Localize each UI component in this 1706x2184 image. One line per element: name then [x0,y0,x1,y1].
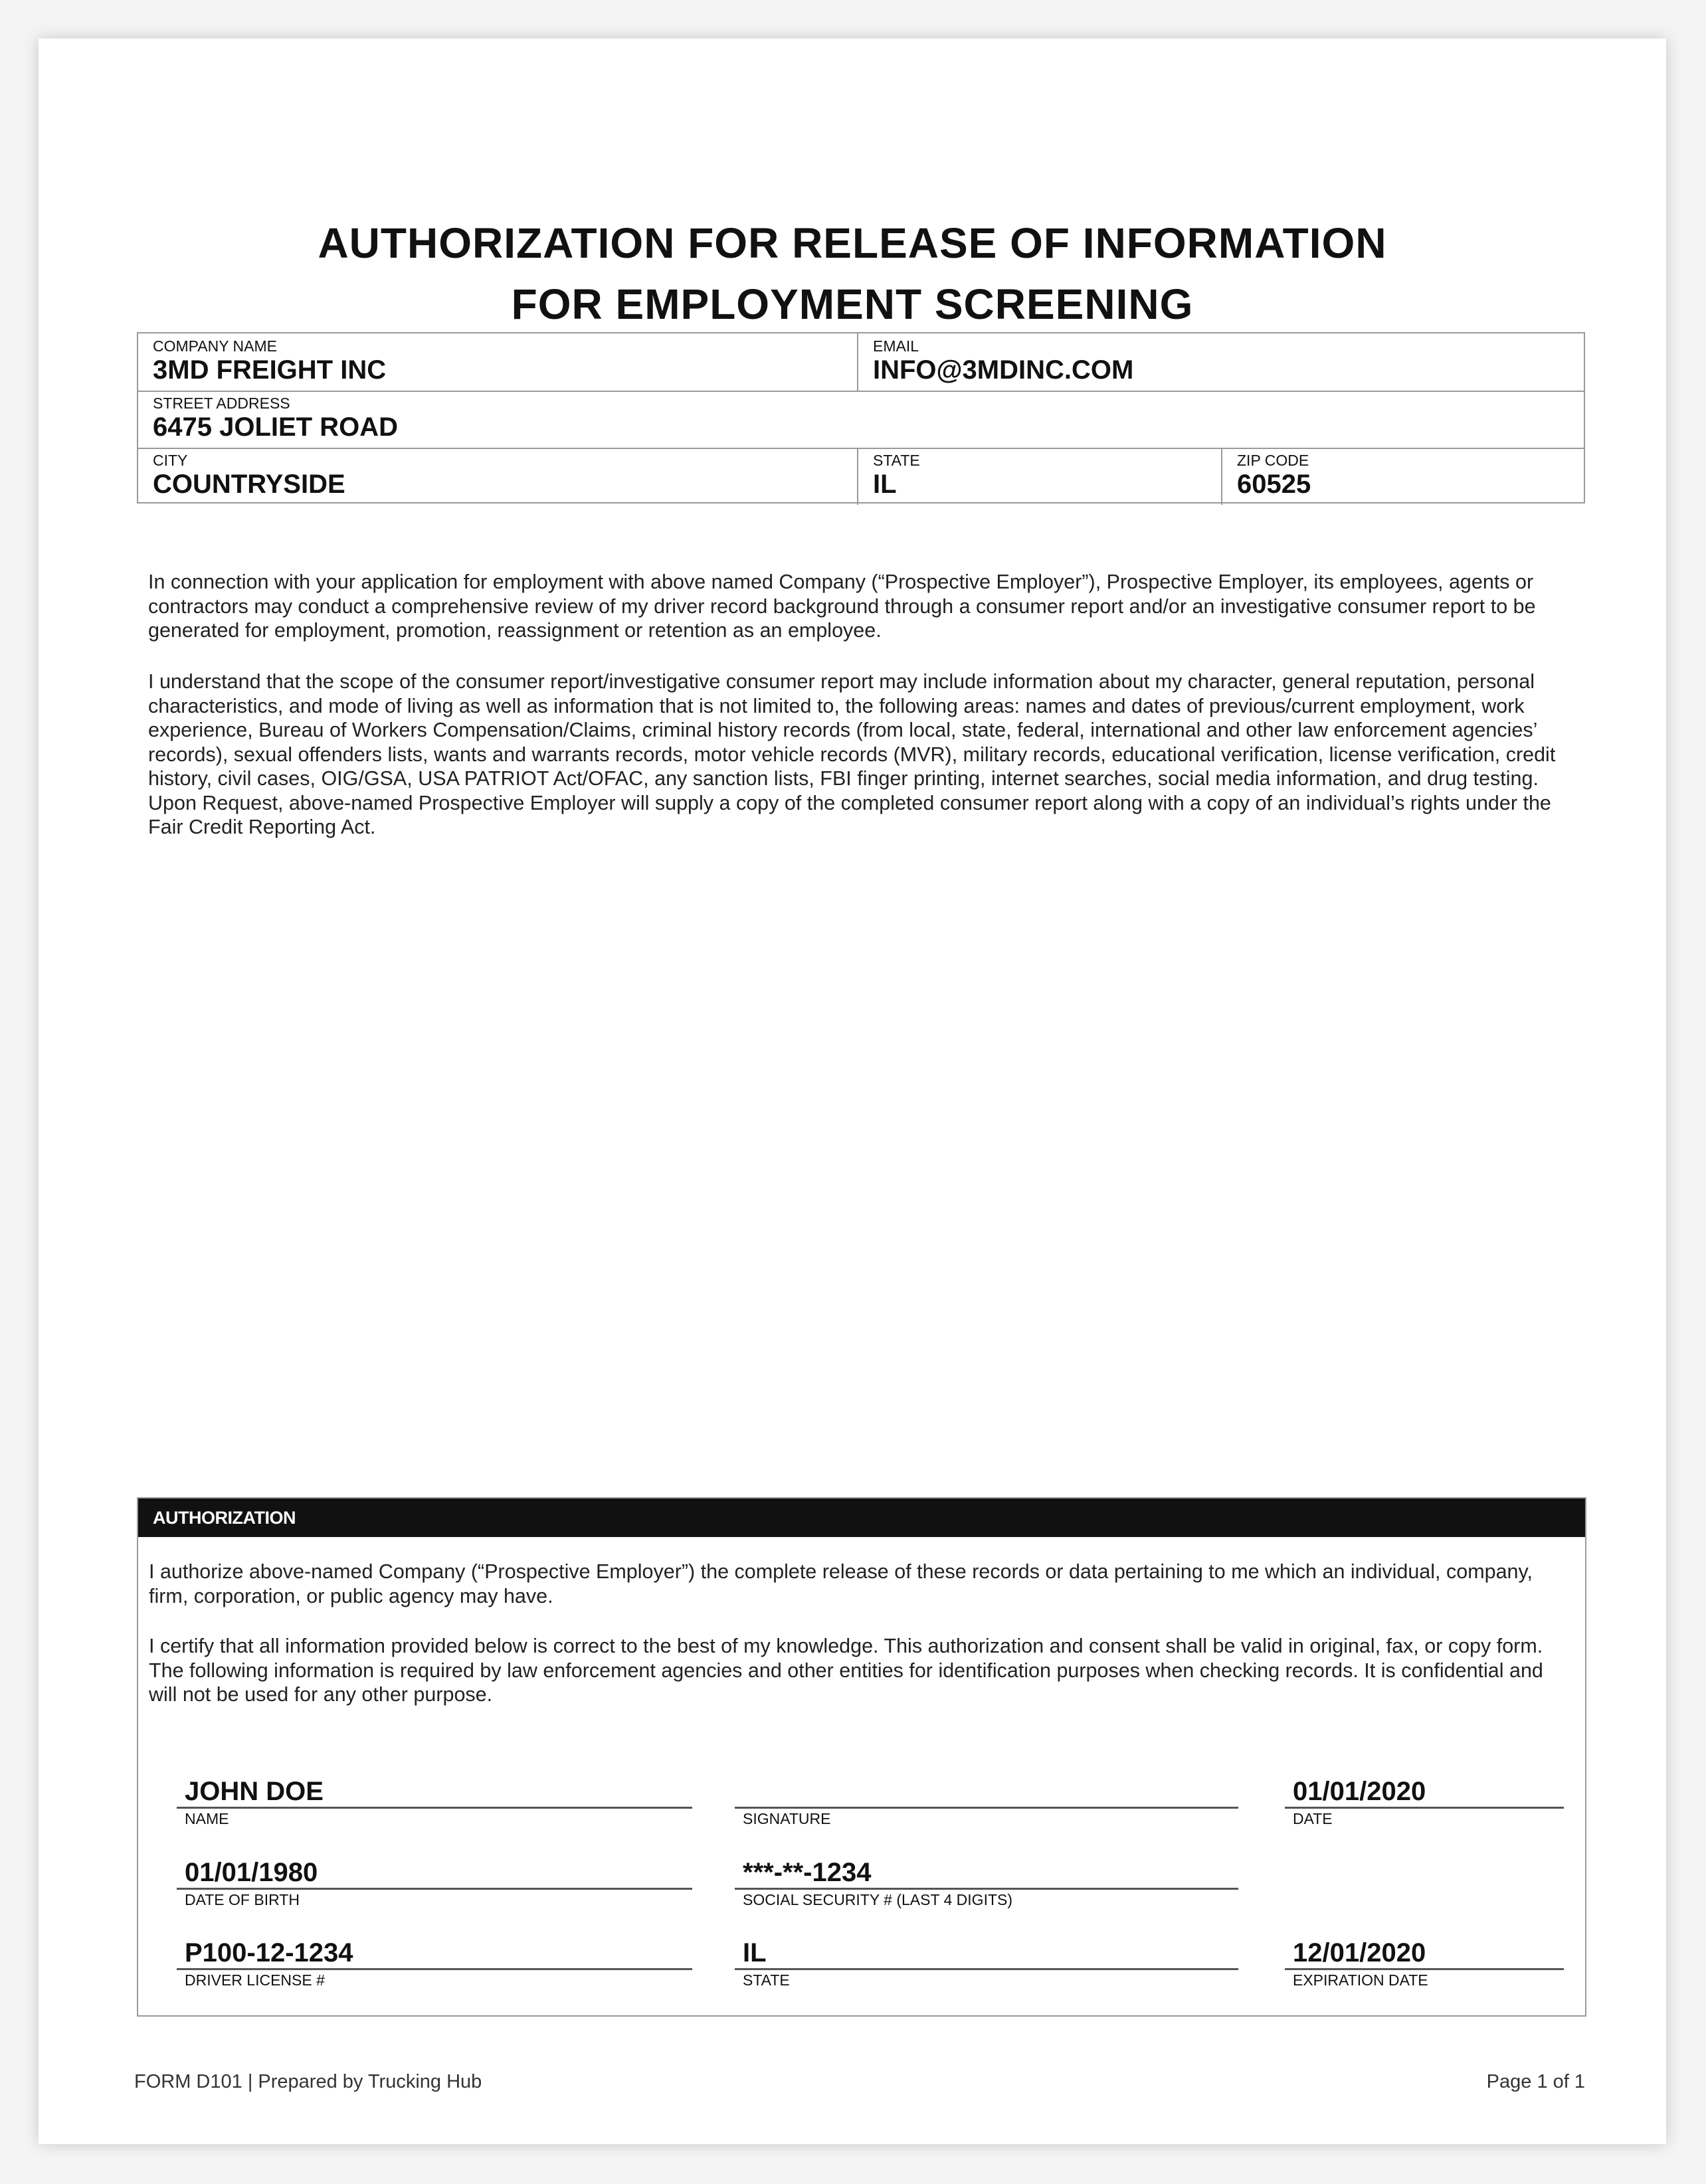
email-label: EMAIL [873,337,919,355]
email-value: INFO@3MDINC.COM [873,355,1134,385]
company-row-3 [138,448,1584,505]
consent-paragraph-1: In connection with your application for employment with above named Company (“Prospective Employer”), Prospective Employer, its employees, agents or contractors may conduct a comprehensive review of my driver record background through a consumer report and/or an investigative consumer report to be generated for employment, promotion, reassignment or retention as an employee. [148,571,1536,642]
company-row-1 [138,333,1584,392]
street-label: STREET ADDRESS [153,395,290,412]
license-state-value: IL [735,1938,1238,1970]
street-cell [138,391,1584,448]
date-field[interactable] [1285,1776,1564,1829]
date-value: 01/01/2020 [1285,1776,1564,1809]
signature-label: SIGNATURE [743,1810,831,1827]
ssn-field[interactable] [735,1857,1238,1910]
dob-label: DATE OF BIRTH [185,1891,300,1908]
authorization-paragraph-2: I certify that all information provided below is correct to the best of my knowledge. This authorization and consent shall be valid in original, fax, or copy form. The following information is required by law enforcement agencies and other entities for identification purposes when checking records. It is confidential and will not be used for any other purpose. [149,1635,1543,1706]
signature-value [735,1776,1238,1809]
name-label: NAME [185,1810,229,1827]
authorization-paragraph-1: I authorize above-named Company (“Prospective Employer”) the complete release of these records or data pertaining to me which an individual, company, firm, corporation, or public agency may have. [149,1560,1533,1607]
footer-form-info: FORM D101 | Prepared by Trucking Hub [134,2071,482,2092]
expiration-date-field[interactable] [1285,1938,1564,1990]
footer-page-number: Page 1 of 1 [1486,2071,1585,2092]
state-cell [857,448,1221,505]
name-field[interactable] [177,1776,692,1829]
license-state-label: STATE [743,1971,790,1989]
title-line-1: AUTHORIZATION FOR RELEASE OF INFORMATION [318,219,1387,267]
city-value: COUNTRYSIDE [153,470,345,499]
driver-license-label: DRIVER LICENSE # [185,1971,325,1989]
company-row-2 [138,391,1584,449]
city-cell [138,448,857,505]
license-state-field[interactable] [735,1938,1238,1990]
dob-field[interactable] [177,1857,692,1910]
authorization-section [137,1497,1586,2017]
zip-cell [1221,448,1584,505]
ssn-value: ***-**-1234 [735,1857,1238,1890]
driver-license-value: P100-12-1234 [177,1938,692,1970]
company-info-table [137,332,1585,503]
authorization-heading: AUTHORIZATION [138,1499,1585,1537]
email-cell [857,333,1584,391]
zip-label: ZIP CODE [1237,452,1309,469]
name-value: JOHN DOE [177,1776,692,1809]
company-name-cell [138,333,857,391]
expiration-date-label: EXPIRATION DATE [1293,1971,1428,1989]
company-name-label: COMPANY NAME [153,337,278,355]
state-value: IL [873,470,897,499]
street-value: 6475 JOLIET ROAD [153,412,399,442]
state-label: STATE [873,452,920,469]
date-label: DATE [1293,1810,1333,1827]
dob-value: 01/01/1980 [177,1857,692,1890]
page-title [39,213,1666,335]
expiration-date-value: 12/01/2020 [1285,1938,1564,1970]
signature-field[interactable] [735,1776,1238,1829]
consent-paragraph-2: I understand that the scope of the consumer report/investigative consumer report may include information about my character, general reputation, personal characteristics, and mode of living as well as information that is not limited to, the following areas: names and dates of previous/current employment, work experience, Bureau of Workers Compensation/Claims, criminal history records (from local, state, federal, international and other law enforcement agencies’ records), sexual offenders lists, wants and warrants records, motor vehicle records (MVR), military records, educational verification, license verification, credit history, civil cases, OIG/GSA, USA PATRIOT Act/OFAC, any sanction lists, FBI finger printing, internet searches, social media information, and drug testing. Upon Request, above-named Prospective Employer will supply a copy of the completed consumer report along with a copy of an individual’s rights under the Fair Credit Reporting Act. [148,670,1556,838]
ssn-label: SOCIAL SECURITY # (LAST 4 DIGITS) [743,1891,1013,1908]
city-label: CITY [153,452,188,469]
zip-value: 60525 [1237,470,1311,499]
title-line-2: FOR EMPLOYMENT SCREENING [511,280,1194,328]
company-name-value: 3MD FREIGHT INC [153,355,387,385]
document-page [39,39,1666,2144]
driver-license-field[interactable] [177,1938,692,1990]
